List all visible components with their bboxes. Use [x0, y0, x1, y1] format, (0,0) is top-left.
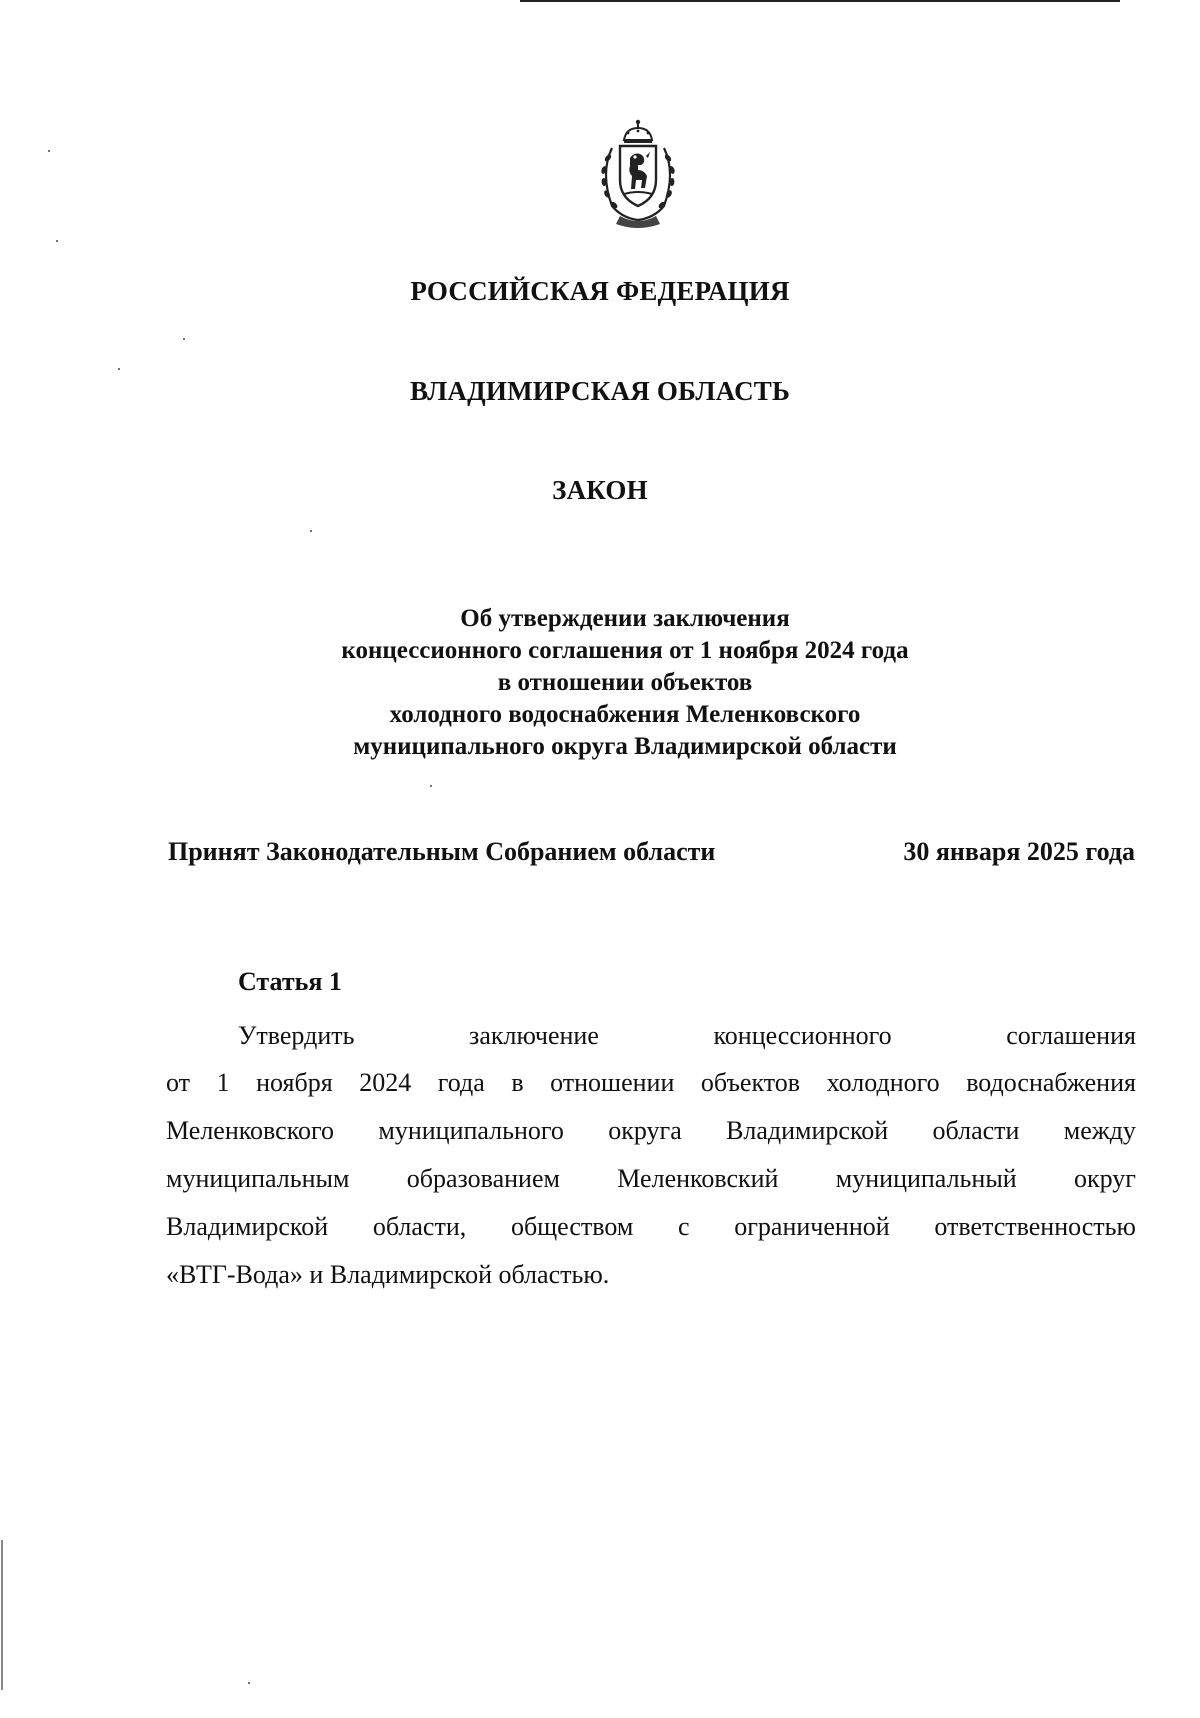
article-word: заключение — [469, 1021, 599, 1050]
article-heading: Статья 1 — [238, 967, 342, 996]
article-word: ответственностью — [934, 1212, 1136, 1241]
article-word: муниципального — [378, 1116, 564, 1145]
article-word: образованием — [406, 1164, 560, 1193]
article-word: ограниченной — [734, 1212, 890, 1241]
country-heading: РОССИЙСКАЯ ФЕДЕРАЦИЯ — [410, 276, 790, 306]
article-word: Меленковский — [617, 1164, 779, 1193]
article-word: муниципальным — [166, 1164, 350, 1193]
article-word: года — [437, 1068, 485, 1097]
article-word: соглашения — [1006, 1021, 1136, 1050]
article-word: холодного — [826, 1068, 940, 1097]
article-word: обществом — [510, 1212, 634, 1241]
article-word: Утвердить — [238, 1021, 355, 1050]
article-word: в — [511, 1068, 524, 1097]
law-title-line: Об утверждении заключения — [460, 605, 790, 632]
article-word: Меленковского — [166, 1116, 335, 1145]
coat-of-arms-icon — [590, 118, 686, 228]
scan-speck — [56, 240, 58, 242]
article-word: Владимирской — [726, 1116, 889, 1145]
scan-speck — [183, 338, 185, 340]
article-word: ноября — [256, 1068, 333, 1097]
article-word: 2024 — [359, 1068, 412, 1097]
article-word: округа — [608, 1116, 682, 1145]
adopted-by: Принят Законодательным Собранием области — [168, 837, 716, 866]
law-title-line: холодного водоснабжения Меленковского — [389, 701, 861, 728]
scan-speck — [310, 530, 312, 532]
scan-speck — [118, 368, 120, 370]
adoption-date: 30 января 2025 года — [903, 837, 1135, 866]
article-text-line-last: «ВТГ-Вода» и Владимирской областью. — [166, 1260, 610, 1289]
article-word: округ — [1074, 1164, 1136, 1193]
article-word: области — [932, 1116, 1020, 1145]
article-text-line — [238, 1021, 1136, 1051]
article-word: с — [678, 1212, 690, 1241]
article-word: муниципальный — [835, 1164, 1017, 1193]
region-heading: ВЛАДИМИРСКАЯ ОБЛАСТЬ — [409, 376, 791, 406]
law-title-line: в отношении объектов — [497, 669, 753, 696]
article-word: от — [166, 1068, 191, 1097]
article-word: Владимирской — [166, 1212, 329, 1241]
article-word: области, — [372, 1212, 467, 1241]
law-title-line: муниципального округа Владимирской области — [353, 733, 897, 760]
article-text-line — [166, 1164, 1136, 1194]
article-word: 1 — [216, 1068, 230, 1097]
article-text-line — [166, 1068, 1136, 1098]
law-title — [200, 603, 1050, 763]
document-type-heading: ЗАКОН — [552, 475, 648, 505]
scan-speck — [430, 785, 432, 787]
scan-speck — [48, 150, 50, 152]
scan-speck — [248, 1682, 250, 1684]
article-word: между — [1063, 1116, 1136, 1145]
article-word: объектов — [700, 1068, 801, 1097]
article-text-line — [166, 1212, 1136, 1242]
article-word: отношении — [550, 1068, 675, 1097]
law-title-line: концессионного соглашения от 1 ноября 2024 года — [341, 637, 909, 664]
article-word: водоснабжения — [966, 1068, 1136, 1097]
article-word: концессионного — [713, 1021, 892, 1050]
scan-edge-line — [520, 0, 1120, 2]
scan-edge-line-left — [1, 1540, 3, 1690]
article-text-line — [166, 1116, 1136, 1146]
